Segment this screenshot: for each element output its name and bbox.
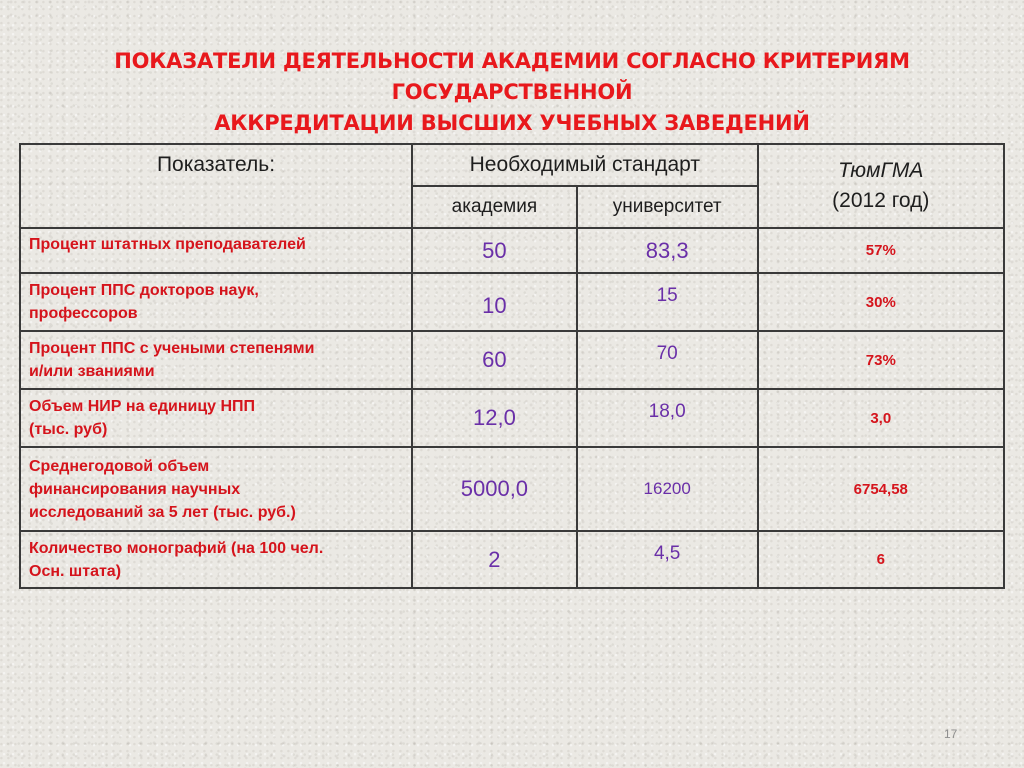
indicator-text: Осн. штата) (29, 562, 122, 580)
header-indicator: Показатель: (20, 144, 412, 228)
slide-title-line-2: АККРЕДИТАЦИИ ВЫСШИХ УЧЕБНЫХ ЗАВЕДЕНИЙ (214, 111, 810, 135)
tumgma-value: 30% (758, 273, 1004, 331)
table-row (20, 228, 1004, 273)
tumgma-value: 57% (758, 228, 1004, 273)
university-value: 83,3 (577, 228, 758, 273)
indicator-cell (20, 389, 412, 447)
indicator-text: (тыс. руб) (29, 421, 108, 438)
university-value-text: 18,0 (648, 401, 686, 422)
academy-value: 50 (412, 228, 577, 273)
indicator-text: финансирования научных (29, 480, 241, 498)
academy-value: 5000,0 (412, 447, 577, 531)
table-row (20, 389, 1004, 447)
indicator-text: исследований за 5 лет (тыс. руб.) (29, 503, 296, 521)
indicator-text: Процент ППС с учеными степенями (29, 340, 315, 357)
header-tumgma (758, 144, 1004, 228)
table-row (20, 331, 1004, 389)
table-row (20, 531, 1004, 588)
header-standard: Необходимый стандарт (412, 144, 758, 186)
academy-value: 60 (412, 331, 577, 389)
university-value-text: 70 (656, 343, 678, 364)
header-tumgma-name: ТюмГМА (838, 159, 924, 182)
slide-title (20, 46, 1004, 139)
header-university: университет (577, 186, 758, 228)
indicator-cell (20, 447, 412, 531)
university-value (577, 531, 758, 588)
academy-value-text: 10 (482, 293, 507, 318)
tumgma-value: 6754,58 (758, 447, 1004, 531)
table-header-row (20, 144, 1004, 186)
university-value (577, 389, 758, 447)
indicator-text: профессоров (29, 305, 138, 322)
university-value (577, 273, 758, 331)
tumgma-value: 3,0 (758, 389, 1004, 447)
indicator-text: Процент ППС докторов наук, (29, 282, 259, 299)
indicator-cell (20, 331, 412, 389)
indicator-text: и/или званиями (29, 363, 155, 380)
academy-value (412, 273, 577, 331)
slide-title-line-1: ПОКАЗАТЕЛИ ДЕЯТЕЛЬНОСТИ АКАДЕМИИ СОГЛАСНО КРИТЕРИЯМ ГОСУДАРСТВЕННОЙ (114, 49, 910, 104)
university-value: 16200 (577, 447, 758, 531)
academy-value: 2 (412, 531, 577, 588)
table-row (20, 273, 1004, 331)
indicators-table (19, 143, 1005, 589)
indicator-text: Количество монографий (на 100 чел. (29, 539, 324, 557)
university-value (577, 331, 758, 389)
university-value-text: 4,5 (653, 542, 681, 564)
header-tumgma-year: (2012 год) (832, 189, 930, 212)
academy-value: 12,0 (412, 389, 577, 447)
indicator-cell (20, 531, 412, 588)
page-number: 17 (944, 727, 958, 741)
indicator-cell (20, 228, 412, 273)
indicator-text: Объем НИР на единицу НПП (29, 398, 256, 415)
tumgma-value: 73% (758, 331, 1004, 389)
university-value-text: 15 (656, 285, 678, 306)
tumgma-value: 6 (758, 531, 1004, 588)
indicator-text: Процент штатных преподавателей (29, 236, 306, 253)
indicator-text: Среднегодовой объем (29, 457, 210, 475)
indicator-cell (20, 273, 412, 331)
header-academy: академия (412, 186, 577, 228)
table-row (20, 447, 1004, 531)
